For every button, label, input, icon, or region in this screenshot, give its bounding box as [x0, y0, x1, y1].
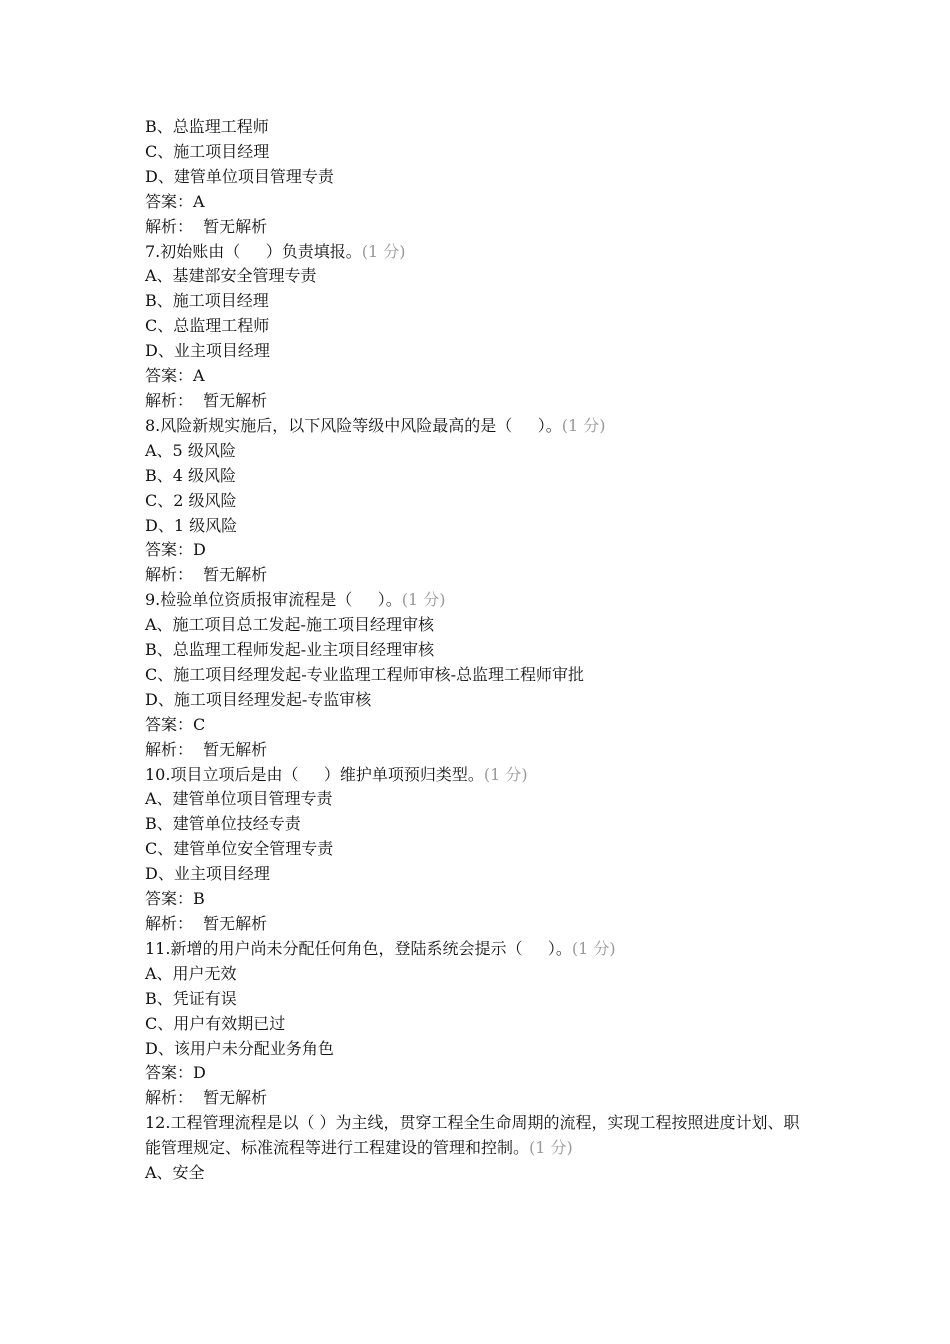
option-line: D、业主项目经理 — [145, 864, 270, 884]
option-line: A、用户无效 — [145, 963, 237, 983]
option-line: B、凭证有误 — [145, 988, 237, 1008]
answer-line: 答案：D — [145, 540, 206, 560]
question-text: 10.项目立项后是由（ ）维护单项预归类型。 — [145, 764, 484, 784]
analysis-line: 解析： 暂无解析 — [145, 565, 268, 585]
option-line: D、1 级风险 — [145, 515, 238, 535]
option-line: D、建管单位项目管理专责 — [145, 166, 334, 186]
option-line: A、施工项目总工发起-施工项目经理审核 — [145, 615, 434, 635]
answer-line: 答案：A — [145, 366, 205, 386]
analysis-line: 解析： 暂无解析 — [145, 390, 268, 410]
option-line: A、基建部安全管理专责 — [145, 266, 317, 286]
option-line: B、4 级风险 — [145, 465, 237, 485]
question-score: (1 分) — [529, 1138, 573, 1158]
question-block — [145, 763, 815, 937]
option-line: D、该用户未分配业务角色 — [145, 1038, 334, 1058]
question-stem — [145, 414, 815, 439]
option-line: D、业主项目经理 — [145, 341, 270, 361]
option-line: C、2 级风险 — [145, 490, 237, 510]
answer-line: 答案：A — [145, 191, 205, 211]
analysis-line: 解析： 暂无解析 — [145, 914, 268, 933]
question-text: 8.风险新规实施后，以下风险等级中风险最高的是（ ）。 — [145, 415, 562, 435]
option-line: C、施工项目经理发起-专业监理工程师审核-总监理工程师审批 — [145, 664, 585, 684]
question-text: 9.检验单位资质报审流程是（ ）。 — [145, 590, 402, 610]
option-line: A、5 级风险 — [145, 440, 236, 460]
option-line: D、施工项目经理发起-专监审核 — [145, 689, 372, 709]
option-line: A、建管单位项目管理专责 — [145, 789, 333, 809]
question-block — [145, 240, 815, 414]
question-score: (1 分) — [561, 415, 606, 435]
analysis-line: 解析： 暂无解析 — [145, 1088, 268, 1108]
question-stem — [145, 240, 815, 265]
option-line: C、用户有效期已过 — [145, 1013, 286, 1033]
option-line: B、总监理工程师发起-业主项目经理审核 — [145, 640, 435, 660]
question-stem — [145, 1111, 815, 1161]
answer-line: 答案：D — [145, 1063, 206, 1083]
question-stem — [145, 937, 815, 962]
answer-line: 答案：C — [145, 714, 206, 734]
question-text: 11.新增的用户尚未分配任何角色，登陆系统会提示（ ）。 — [145, 938, 572, 958]
option-line: A、安全 — [145, 1163, 205, 1183]
analysis-line: 解析： 暂无解析 — [145, 739, 268, 759]
answer-line: 答案：B — [145, 889, 205, 909]
question-block — [145, 414, 815, 588]
option-line: B、施工项目经理 — [145, 291, 269, 311]
question-stem — [145, 588, 815, 613]
analysis-line: 解析： 暂无解析 — [145, 216, 268, 236]
question-block — [145, 588, 815, 762]
option-line: C、施工项目经理 — [145, 141, 270, 161]
question-stem — [145, 763, 815, 788]
question-score: (1 分) — [361, 241, 406, 261]
question-text: 7.初始账由（ ）负责填报。 — [145, 241, 362, 261]
option-line: C、总监理工程师 — [145, 316, 270, 336]
question-score: (1 分) — [401, 590, 446, 610]
option-line: C、建管单位安全管理专责 — [145, 839, 334, 859]
option-line: B、总监理工程师 — [145, 117, 269, 136]
question-block — [145, 1111, 815, 1186]
option-line: B、建管单位技经专责 — [145, 814, 301, 834]
question-text: 12.工程管理流程是以（ ）为主线，贯穿工程全生命周期的流程，实现工程按照进度计划、职能管理规定、标准流程等进行工程建设的管理和控制。 — [145, 1113, 800, 1158]
exam-document — [145, 115, 815, 1186]
question-block — [145, 937, 815, 1111]
top-block — [145, 115, 815, 240]
question-score: (1 分) — [571, 938, 616, 958]
question-score: (1 分) — [483, 764, 528, 784]
